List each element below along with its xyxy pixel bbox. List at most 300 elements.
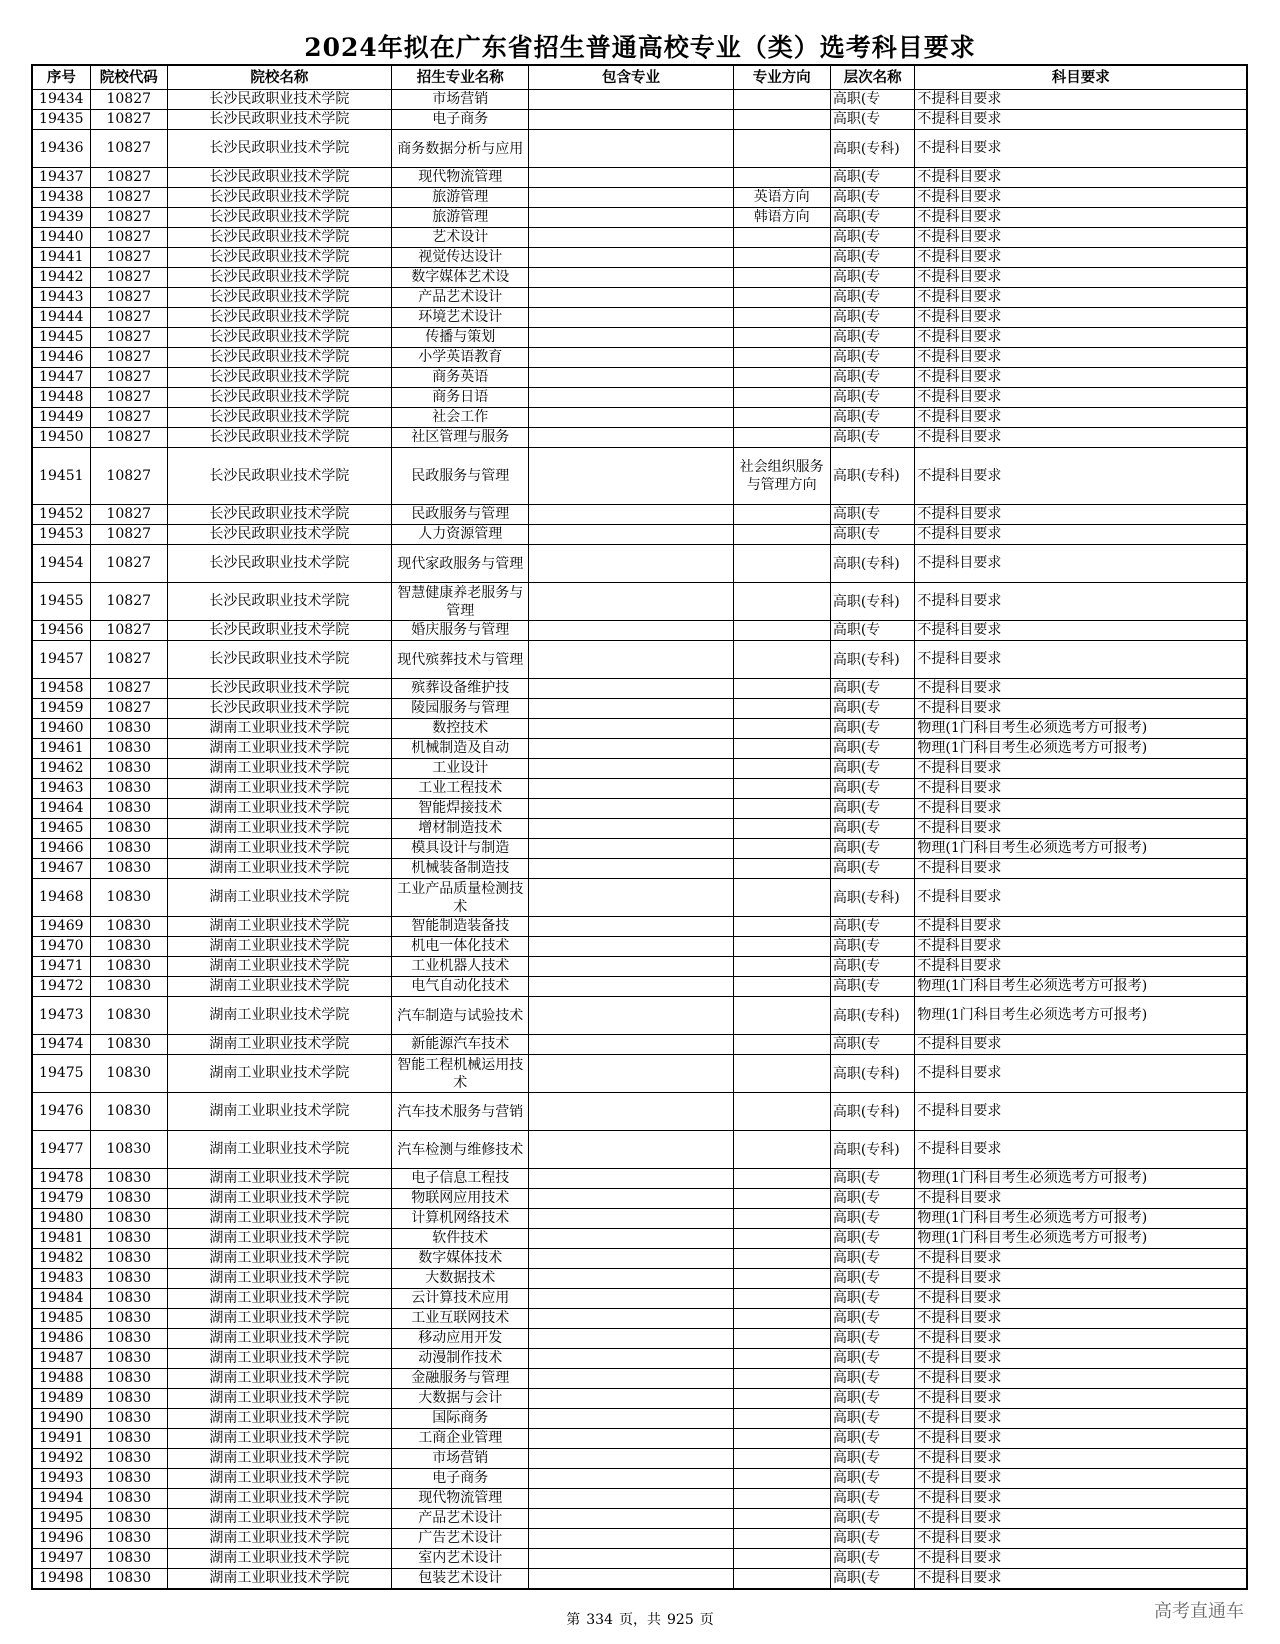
cell-level: 高职(专 (830, 228, 915, 248)
cell-included (529, 248, 733, 268)
cell-direction (733, 408, 830, 428)
cell-school: 湖南工业职业技术学院 (167, 1509, 391, 1529)
table-row (32, 545, 1247, 583)
cell-level: 高职(专 (830, 168, 915, 188)
cell-school: 长沙民政职业技术学院 (167, 583, 391, 621)
cell-level: 高职(专 (830, 1529, 915, 1549)
table-row (32, 188, 1247, 208)
cell-included (529, 917, 733, 937)
cell-direction (733, 1529, 830, 1549)
cell-included (529, 348, 733, 368)
cell-requirement: 不提科目要求 (915, 1489, 1247, 1509)
cell-seq: 19437 (32, 168, 90, 188)
cell-major: 智能工程机械运用技术 (392, 1055, 529, 1093)
cell-code: 10827 (90, 368, 167, 388)
cell-included (529, 1529, 733, 1549)
cell-seq: 19479 (32, 1189, 90, 1209)
table-row (32, 879, 1247, 917)
cell-major: 电子商务 (392, 110, 529, 130)
cell-included (529, 937, 733, 957)
cell-seq: 19490 (32, 1409, 90, 1429)
cell-direction (733, 505, 830, 525)
cell-major: 产品艺术设计 (392, 288, 529, 308)
cell-direction (733, 1549, 830, 1569)
cell-school: 长沙民政职业技术学院 (167, 388, 391, 408)
cell-seq: 19486 (32, 1329, 90, 1349)
cell-school: 长沙民政职业技术学院 (167, 428, 391, 448)
cell-level: 高职(专科) (830, 879, 915, 917)
cell-requirement: 不提科目要求 (915, 1349, 1247, 1369)
cell-direction (733, 739, 830, 759)
table-row (32, 328, 1247, 348)
cell-included (529, 428, 733, 448)
cell-seq: 19439 (32, 208, 90, 228)
page-footer (0, 1609, 1280, 1629)
cell-seq: 19485 (32, 1309, 90, 1329)
cell-direction (733, 879, 830, 917)
table-row (32, 699, 1247, 719)
cell-seq: 19447 (32, 368, 90, 388)
cell-seq: 19438 (32, 188, 90, 208)
cell-level: 高职(专 (830, 1329, 915, 1349)
cell-major: 人力资源管理 (392, 525, 529, 545)
table-body (32, 90, 1247, 1590)
cell-direction (733, 1389, 830, 1409)
cell-school: 湖南工业职业技术学院 (167, 1189, 391, 1209)
cell-major: 大数据技术 (392, 1269, 529, 1289)
cell-direction (733, 90, 830, 110)
cell-school: 湖南工业职业技术学院 (167, 1469, 391, 1489)
table-row (32, 1131, 1247, 1169)
cell-code: 10830 (90, 1449, 167, 1469)
cell-code: 10830 (90, 1349, 167, 1369)
cell-included (529, 641, 733, 679)
cell-level: 高职(专 (830, 1189, 915, 1209)
cell-requirement: 不提科目要求 (915, 505, 1247, 525)
cell-direction (733, 308, 830, 328)
table-row (32, 1489, 1247, 1509)
cell-included (529, 1249, 733, 1269)
cell-seq: 19475 (32, 1055, 90, 1093)
table-row (32, 739, 1247, 759)
table-row (32, 408, 1247, 428)
cell-school: 湖南工业职业技术学院 (167, 1055, 391, 1093)
page-title: 2024年拟在广东省招生普通高校专业（类）选考科目要求 (304, 33, 976, 62)
cell-level: 高职(专 (830, 739, 915, 759)
cell-requirement: 不提科目要求 (915, 1035, 1247, 1055)
cell-major: 现代物流管理 (392, 168, 529, 188)
cell-school: 长沙民政职业技术学院 (167, 90, 391, 110)
cell-school: 湖南工业职业技术学院 (167, 917, 391, 937)
cell-level: 高职(专科) (830, 1131, 915, 1169)
cell-seq: 19440 (32, 228, 90, 248)
cell-direction (733, 997, 830, 1035)
cell-major: 金融服务与管理 (392, 1369, 529, 1389)
cell-school: 长沙民政职业技术学院 (167, 188, 391, 208)
cell-major: 社会工作 (392, 408, 529, 428)
cell-seq: 19435 (32, 110, 90, 130)
table-row (32, 90, 1247, 110)
cell-level: 高职(专 (830, 388, 915, 408)
cell-school: 长沙民政职业技术学院 (167, 268, 391, 288)
cell-school: 长沙民政职业技术学院 (167, 448, 391, 505)
table-row (32, 957, 1247, 977)
table-row (32, 759, 1247, 779)
cell-school: 湖南工业职业技术学院 (167, 819, 391, 839)
cell-requirement: 不提科目要求 (915, 288, 1247, 308)
table-row (32, 1409, 1247, 1429)
table-row (32, 641, 1247, 679)
cell-direction (733, 228, 830, 248)
table-row (32, 208, 1247, 228)
cell-requirement: 不提科目要求 (915, 917, 1247, 937)
col-header-seq: 序号 (32, 65, 90, 90)
cell-direction: 韩语方向 (733, 208, 830, 228)
cell-seq: 19473 (32, 997, 90, 1035)
table-row (32, 1209, 1247, 1229)
cell-seq: 19441 (32, 248, 90, 268)
cell-school: 长沙民政职业技术学院 (167, 308, 391, 328)
cell-direction (733, 1269, 830, 1289)
cell-school: 湖南工业职业技术学院 (167, 1529, 391, 1549)
table-row (32, 130, 1247, 168)
cell-school: 湖南工业职业技术学院 (167, 1429, 391, 1449)
table-row (32, 388, 1247, 408)
cell-seq: 19487 (32, 1349, 90, 1369)
cell-major: 数控技术 (392, 719, 529, 739)
cell-requirement: 不提科目要求 (915, 368, 1247, 388)
cell-code: 10830 (90, 1169, 167, 1189)
cell-school: 湖南工业职业技术学院 (167, 1249, 391, 1269)
cell-school: 湖南工业职业技术学院 (167, 1489, 391, 1509)
cell-code: 10827 (90, 188, 167, 208)
cell-level: 高职(专 (830, 1349, 915, 1369)
cell-major: 机械装备制造技 (392, 859, 529, 879)
cell-school: 长沙民政职业技术学院 (167, 110, 391, 130)
cell-requirement: 不提科目要求 (915, 1469, 1247, 1489)
cell-code: 10827 (90, 90, 167, 110)
cell-code: 10830 (90, 1549, 167, 1569)
cell-direction (733, 388, 830, 408)
cell-included (529, 1469, 733, 1489)
cell-direction (733, 759, 830, 779)
table-row (32, 859, 1247, 879)
cell-level: 高职(专 (830, 348, 915, 368)
cell-school: 湖南工业职业技术学院 (167, 1549, 391, 1569)
footer-page-number: 334 (586, 1612, 613, 1628)
cell-code: 10830 (90, 1569, 167, 1590)
table-row (32, 1249, 1247, 1269)
cell-direction: 社会组织服务与管理方向 (733, 448, 830, 505)
cell-requirement: 不提科目要求 (915, 448, 1247, 505)
table-row (32, 1389, 1247, 1409)
cell-seq: 19469 (32, 917, 90, 937)
cell-direction (733, 268, 830, 288)
cell-included (529, 679, 733, 699)
cell-included (529, 130, 733, 168)
cell-major: 智慧健康养老服务与管理 (392, 583, 529, 621)
cell-direction (733, 168, 830, 188)
cell-major: 数字媒体技术 (392, 1249, 529, 1269)
cell-level: 高职(专 (830, 288, 915, 308)
cell-included (529, 759, 733, 779)
cell-code: 10830 (90, 779, 167, 799)
cell-school: 长沙民政职业技术学院 (167, 408, 391, 428)
table-row (32, 248, 1247, 268)
cell-code: 10830 (90, 1055, 167, 1093)
cell-direction (733, 1229, 830, 1249)
cell-code: 10827 (90, 328, 167, 348)
table-row (32, 1349, 1247, 1369)
cell-school: 湖南工业职业技术学院 (167, 859, 391, 879)
cell-seq: 19457 (32, 641, 90, 679)
cell-direction (733, 679, 830, 699)
cell-major: 汽车检测与维修技术 (392, 1131, 529, 1169)
cell-major: 大数据与会计 (392, 1389, 529, 1409)
table-row (32, 1289, 1247, 1309)
cell-requirement: 不提科目要求 (915, 1509, 1247, 1529)
cell-requirement: 不提科目要求 (915, 130, 1247, 168)
cell-direction (733, 1429, 830, 1449)
cell-school: 湖南工业职业技术学院 (167, 1209, 391, 1229)
footer-prefix: 第 (566, 1612, 581, 1628)
cell-requirement: 不提科目要求 (915, 1093, 1247, 1131)
cell-school: 湖南工业职业技术学院 (167, 1309, 391, 1329)
cell-code: 10830 (90, 957, 167, 977)
cell-direction (733, 1449, 830, 1469)
cell-code: 10827 (90, 583, 167, 621)
cell-school: 长沙民政职业技术学院 (167, 679, 391, 699)
cell-seq: 19442 (32, 268, 90, 288)
cell-seq: 19463 (32, 779, 90, 799)
cell-requirement: 不提科目要求 (915, 1569, 1247, 1590)
cell-school: 长沙民政职业技术学院 (167, 525, 391, 545)
table-row (32, 779, 1247, 799)
cell-major: 市场营销 (392, 1449, 529, 1469)
table-row (32, 799, 1247, 819)
cell-seq: 19436 (32, 130, 90, 168)
cell-level: 高职(专 (830, 977, 915, 997)
cell-included (529, 1035, 733, 1055)
cell-requirement: 不提科目要求 (915, 1189, 1247, 1209)
cell-code: 10827 (90, 448, 167, 505)
cell-code: 10830 (90, 1389, 167, 1409)
cell-major: 汽车制造与试验技术 (392, 997, 529, 1035)
cell-requirement: 不提科目要求 (915, 1289, 1247, 1309)
cell-level: 高职(专 (830, 268, 915, 288)
cell-code: 10830 (90, 1131, 167, 1169)
cell-included (529, 228, 733, 248)
cell-level: 高职(专科) (830, 997, 915, 1035)
cell-major: 数字媒体艺术设 (392, 268, 529, 288)
cell-level: 高职(专科) (830, 448, 915, 505)
cell-school: 长沙民政职业技术学院 (167, 130, 391, 168)
cell-included (529, 819, 733, 839)
cell-code: 10830 (90, 759, 167, 779)
footer-suffix: 页 (699, 1612, 714, 1628)
cell-major: 现代家政服务与管理 (392, 545, 529, 583)
cell-level: 高职(专 (830, 1369, 915, 1389)
cell-direction (733, 288, 830, 308)
cell-included (529, 408, 733, 428)
cell-school: 湖南工业职业技术学院 (167, 1269, 391, 1289)
cell-level: 高职(专科) (830, 130, 915, 168)
cell-requirement: 不提科目要求 (915, 759, 1247, 779)
cell-requirement: 不提科目要求 (915, 937, 1247, 957)
cell-code: 10827 (90, 428, 167, 448)
cell-level: 高职(专 (830, 917, 915, 937)
cell-major: 云计算技术应用 (392, 1289, 529, 1309)
col-header-requirement: 科目要求 (915, 65, 1247, 90)
cell-direction (733, 641, 830, 679)
cell-major: 软件技术 (392, 1229, 529, 1249)
cell-code: 10830 (90, 879, 167, 917)
cell-included (529, 977, 733, 997)
cell-direction (733, 1369, 830, 1389)
cell-major: 工业产品质量检测技术 (392, 879, 529, 917)
cell-requirement: 不提科目要求 (915, 1309, 1247, 1329)
cell-direction (733, 1055, 830, 1093)
cell-seq: 19484 (32, 1289, 90, 1309)
cell-level: 高职(专 (830, 679, 915, 699)
cell-seq: 19472 (32, 977, 90, 997)
cell-major: 商务数据分析与应用 (392, 130, 529, 168)
cell-code: 10827 (90, 168, 167, 188)
cell-level: 高职(专 (830, 1509, 915, 1529)
table-row (32, 1055, 1247, 1093)
cell-requirement: 不提科目要求 (915, 799, 1247, 819)
cell-direction (733, 957, 830, 977)
cell-seq: 19491 (32, 1429, 90, 1449)
cell-code: 10830 (90, 1269, 167, 1289)
cell-code: 10830 (90, 1369, 167, 1389)
cell-included (529, 288, 733, 308)
cell-major: 新能源汽车技术 (392, 1035, 529, 1055)
cell-direction: 英语方向 (733, 188, 830, 208)
cell-school: 长沙民政职业技术学院 (167, 228, 391, 248)
cell-seq: 19489 (32, 1389, 90, 1409)
cell-seq: 19452 (32, 505, 90, 525)
cell-included (529, 859, 733, 879)
cell-code: 10830 (90, 839, 167, 859)
cell-included (529, 1389, 733, 1409)
table-row (32, 977, 1247, 997)
cell-code: 10830 (90, 1469, 167, 1489)
cell-seq: 19492 (32, 1449, 90, 1469)
cell-level: 高职(专 (830, 1169, 915, 1189)
cell-major: 机械制造及自动 (392, 739, 529, 759)
cell-included (529, 1329, 733, 1349)
cell-level: 高职(专 (830, 1389, 915, 1409)
cell-code: 10827 (90, 388, 167, 408)
cell-level: 高职(专 (830, 1209, 915, 1229)
cell-seq: 19480 (32, 1209, 90, 1229)
cell-requirement: 物理(1门科目考生必须选考方可报考) (915, 719, 1247, 739)
cell-school: 湖南工业职业技术学院 (167, 957, 391, 977)
cell-level: 高职(专 (830, 937, 915, 957)
cell-included (529, 739, 733, 759)
table-row (32, 505, 1247, 525)
cell-direction (733, 1409, 830, 1429)
cell-school: 湖南工业职业技术学院 (167, 779, 391, 799)
cell-included (529, 188, 733, 208)
cell-major: 工商企业管理 (392, 1429, 529, 1449)
cell-included (529, 719, 733, 739)
cell-major: 室内艺术设计 (392, 1549, 529, 1569)
cell-major: 商务英语 (392, 368, 529, 388)
table-row (32, 168, 1247, 188)
cell-code: 10827 (90, 288, 167, 308)
cell-direction (733, 1035, 830, 1055)
cell-requirement: 物理(1门科目考生必须选考方可报考) (915, 839, 1247, 859)
cell-code: 10830 (90, 1489, 167, 1509)
cell-level: 高职(专 (830, 799, 915, 819)
cell-school: 湖南工业职业技术学院 (167, 719, 391, 739)
table-row (32, 288, 1247, 308)
cell-seq: 19465 (32, 819, 90, 839)
cell-school: 湖南工业职业技术学院 (167, 1389, 391, 1409)
cell-major: 旅游管理 (392, 188, 529, 208)
cell-code: 10830 (90, 997, 167, 1035)
cell-requirement: 不提科目要求 (915, 268, 1247, 288)
cell-requirement: 物理(1门科目考生必须选考方可报考) (915, 1169, 1247, 1189)
cell-included (529, 308, 733, 328)
cell-requirement: 不提科目要求 (915, 168, 1247, 188)
cell-level: 高职(专 (830, 1289, 915, 1309)
cell-major: 婚庆服务与管理 (392, 621, 529, 641)
cell-included (529, 1409, 733, 1429)
table-row (32, 1429, 1247, 1449)
cell-code: 10830 (90, 1309, 167, 1329)
cell-direction (733, 328, 830, 348)
watermark-brand: 高考直通车 (1154, 1601, 1244, 1622)
cell-major: 工业设计 (392, 759, 529, 779)
cell-requirement: 不提科目要求 (915, 1389, 1247, 1409)
table-row (32, 1189, 1247, 1209)
cell-included (529, 208, 733, 228)
cell-school: 湖南工业职业技术学院 (167, 1449, 391, 1469)
cell-level: 高职(专 (830, 1269, 915, 1289)
cell-requirement: 不提科目要求 (915, 879, 1247, 917)
table-row (32, 839, 1247, 859)
cell-direction (733, 1189, 830, 1209)
cell-included (529, 699, 733, 719)
cell-seq: 19498 (32, 1569, 90, 1590)
cell-code: 10827 (90, 545, 167, 583)
table-row (32, 1529, 1247, 1549)
cell-included (529, 1289, 733, 1309)
cell-direction (733, 937, 830, 957)
cell-included (529, 168, 733, 188)
col-header-school: 院校名称 (167, 65, 391, 90)
cell-school: 湖南工业职业技术学院 (167, 799, 391, 819)
table-header-row (32, 65, 1247, 90)
table-row (32, 348, 1247, 368)
cell-included (529, 1131, 733, 1169)
cell-school: 湖南工业职业技术学院 (167, 839, 391, 859)
cell-code: 10827 (90, 348, 167, 368)
cell-direction (733, 583, 830, 621)
cell-level: 高职(专 (830, 1489, 915, 1509)
cell-requirement: 不提科目要求 (915, 188, 1247, 208)
cell-level: 高职(专 (830, 525, 915, 545)
cell-code: 10827 (90, 208, 167, 228)
cell-level: 高职(专 (830, 208, 915, 228)
col-header-included: 包含专业 (529, 65, 733, 90)
cell-level: 高职(专 (830, 719, 915, 739)
cell-major: 动漫制作技术 (392, 1349, 529, 1369)
cell-included (529, 1569, 733, 1590)
